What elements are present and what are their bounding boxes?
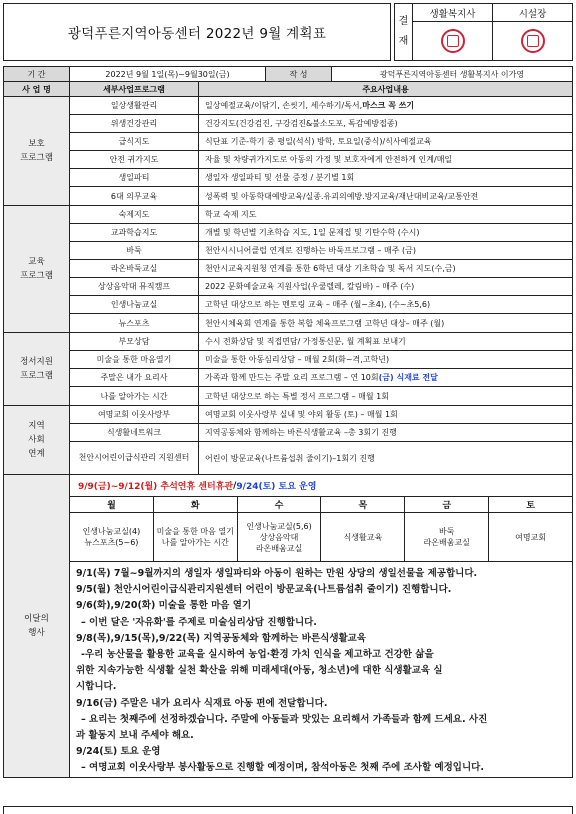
section-label: 지역 사회 연계 <box>4 406 70 474</box>
approval-head-director: 시설장 <box>493 4 572 22</box>
period-label: 기 간 <box>4 67 70 81</box>
page-footer-edge <box>3 806 573 814</box>
section-education <box>3 205 573 332</box>
cell-tue: 미술을 통한 마음 열기 나를 알아가는 시간 <box>154 513 238 561</box>
header <box>3 3 573 61</box>
cell-wed: 인생나눔교실(5,6) 상상음악대 라온배움교실 <box>238 513 322 561</box>
table-row: 위생건강관리 건강지도(건강검진, 구강검진&불소도포, 독감예방접종) <box>70 115 572 133</box>
monthly-plan-document <box>3 3 573 778</box>
table-row: 부모상담 수시 전화상담 및 직접면담/ 가정통신문, 월 계획표 보내기 <box>70 333 572 351</box>
cell-thu: 식생활교육 <box>321 513 405 561</box>
section-emotional-support <box>3 332 573 405</box>
col-program: 세부사업프로그램 <box>70 82 199 96</box>
table-row: 주말은 내가 요리사 가족과 함께 만드는 주말 요리 프로그램 – 연 10회 (금) 식재료 전달 <box>70 369 572 387</box>
seal-stamp-icon <box>441 29 465 53</box>
seal-stamp-icon <box>521 29 545 53</box>
col-content: 주요사업내용 <box>362 84 409 94</box>
document-title: 광덕푸른지역아동센터 2022년 9월 계획표 <box>3 3 391 61</box>
cell-fri: 바둑 라온배움교실 <box>405 513 489 561</box>
section-label: 교육 프로그램 <box>4 206 70 332</box>
approval-box <box>394 3 573 61</box>
approval-col-director <box>493 4 572 60</box>
author-label: 작 성 <box>266 67 332 81</box>
table-row: 여명교회 이웃사랑부 여명교회 이웃사랑부 실내 및 야외 활동 (토) – 매월 1회 <box>70 406 572 424</box>
cell-sat: 여명교회 <box>515 532 547 542</box>
weekday-programs <box>70 513 572 562</box>
approval-col-social-worker <box>413 4 493 60</box>
table-row: 천안시어린이급식관리 지원센터 어린이 방문교육(나트륨섭취 줄이기)–1회기 진행 <box>70 442 572 474</box>
section-protection <box>3 96 573 205</box>
event-details: 9/1(목) 7월~9월까지의 생일자 생일파티와 아동이 원하는 만원 상당의 생일선물을 제공합니다. 9/5(월) 천안시어린이급식관리지원센터 어린이 방문교육(나트륨섭취 줄이기) 진행합니다. 9/6(화),9/20(화) 미술을 통한 마음 열기 – 이번 달은 '자유화'를 주제로 미술심리상담 진행합니다. 9/8(목),9/15(목),9/22(목) 지역공동체와 함께하는 바른식생활교육 -우리 농산물을 활용한 교육을 실시하여 농업·환경 가치 인식을 제고하고 건강한 삶을 위한 지속가능한 식생활 실천 확산을 위해 미래세대(아동, 청소년)에 대한 식생활교육 실 시합니다. 9/16(금) 주말은 내가 요리사 식재료 아동 편에 전달합니다. – 요리는 첫째주에 선정하겠습니다. 주말에 아동들과 맛있는 요리해서 가족들과 함께 드세요. 사진 과 활동지 보내 주세야 해요. 9/24(토) 토요 운영 – 여명교회 이웃사랑부 봉사활동으로 진행할 예정이며, 참석아동은 첫째 주에 조사할 예정입니다. <box>76 568 488 774</box>
table-row: 6대 의무교육 성폭력 및 아동학대예방교육/실종.유괴의예방.방지교육/재난대비교육/교통안전 <box>70 187 572 205</box>
info-row <box>3 66 573 81</box>
holiday-notice: 9/9(금)~9/12(월) 추석연휴 센터휴관 / 9/24(토) 토요 운영 <box>70 475 572 497</box>
section-label: 정서지원 프로그램 <box>4 333 70 405</box>
section-label: 보호 프로그램 <box>4 97 70 205</box>
table-row: 인생나눔교실 고학년 대상으로 하는 멘토링 교육 – 매주 (월~초4), (수~초5,6) <box>70 296 572 314</box>
cell-mon: 인생나눔교실(4) 뉴스포츠(5~6) <box>70 513 154 561</box>
table-row: 뉴스포츠 천안시체육회 연계를 통한 복합 체육프로그램 고학년 대상– 매주 (월) <box>70 314 572 332</box>
col-business: 사 업 명 <box>4 82 70 96</box>
table-row: 교과학습지도 개별 및 학년별 기초학습 지도, 1일 문제집 및 기탄수학 (수시) <box>70 224 572 242</box>
table-row: 바둑 천안시시니어클럽 연계로 진행하는 바둑프로그램 – 매주 (금) <box>70 242 572 260</box>
section-monthly-events <box>3 474 573 778</box>
approval-label: 결 재 <box>395 4 413 60</box>
approval-head-social-worker: 생활복지사 <box>413 4 492 22</box>
table-row: 일상생활관리 일상예절교육/이닦기, 손씻기, 세수하기/독서, 마스크 꼭 쓰기 <box>70 97 572 115</box>
table-row: 숙제지도 학교 숙제 지도 <box>70 206 572 224</box>
column-header-row <box>3 81 573 96</box>
table-row: 급식지도 식단표 기준-학기 중 평일(석식) 방학, 토요일(중식)/식사예절교육 <box>70 133 572 151</box>
table-row: 나를 알아가는 시간 고학년 대상으로 하는 특별 정서 프로그램 – 매월 1회 <box>70 387 572 405</box>
table-row: 안전 귀가지도 자율 및 차량귀가지도로 아동의 가정 및 보호자에게 안전하게 인계/매일 <box>70 151 572 169</box>
section-community-link <box>3 405 573 474</box>
table-row: 미술을 통한 마음열기 미술을 통한 아동심리상담 – 매월 2회(화~격,고학년) <box>70 351 572 369</box>
section-label: 이달의 행사 <box>4 475 70 777</box>
period-value: 2022년 9월 1일(목)~9월30일(금) <box>70 67 266 81</box>
table-row: 생일파티 생일자 생일파티 및 선물 증정 / 분기별 1회 <box>70 169 572 187</box>
table-row: 라온바둑교실 천안시교육지원청 연계를 통한 6학년 대상 기초학습 및 독서 지도(수,금) <box>70 260 572 278</box>
table-row: 상상음악대 뮤직캠프 2022 문화예술교육 지원사업(우쿨렐레, 칼림바) – 매주 (수) <box>70 278 572 296</box>
weekday-header: 월 화 수 목 금 토 <box>70 497 572 513</box>
author-value: 광덕푸른지역아동센터 생활복지사 이가영 <box>379 69 525 79</box>
table-row: 식생활네트워크 지역공동체와 함께하는 바른식생활교육 –총 3회기 진행 <box>70 424 572 442</box>
